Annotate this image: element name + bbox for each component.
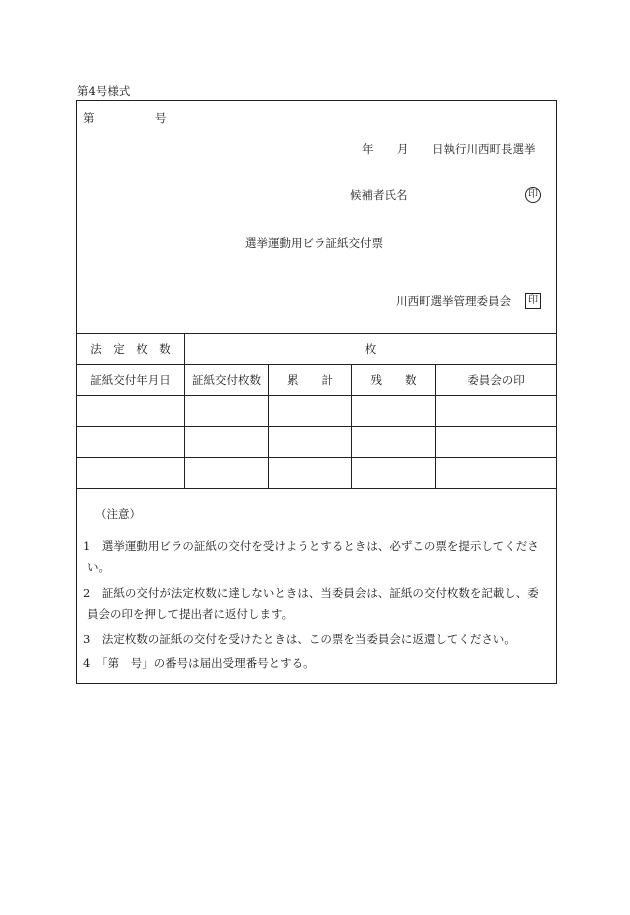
table-row: [77, 458, 556, 488]
number-suffix: 号: [155, 111, 167, 125]
column-header-cumulative: 累 計: [287, 373, 333, 387]
form-title: 選挙運動用ビラ証紙交付票: [245, 236, 383, 250]
seal-square-icon: 印: [525, 293, 541, 309]
date-year-label: 年: [362, 142, 374, 156]
candidate-name-label: 候補者氏名: [350, 188, 408, 202]
table-bottom-line: [76, 488, 557, 489]
column-header-committee-seal: 委員会の印: [467, 373, 525, 387]
number-prefix: 第: [83, 111, 95, 125]
note-1-cont: い。: [87, 560, 110, 574]
committee-name: 川西町選挙管理委員会: [396, 294, 511, 308]
seal-circle-icon: 印: [525, 187, 541, 203]
column-header-remaining: 残 数: [370, 373, 417, 387]
column-header-issue-date: 証紙交付年月日: [90, 373, 171, 387]
legal-count-unit: 枚: [364, 342, 377, 356]
table-row: [77, 396, 556, 426]
committee-seal: [525, 292, 541, 309]
note-2-cont: 員会の印を押して提出者に返付します。: [87, 607, 294, 621]
table-row: [77, 427, 556, 457]
candidate-seal: [525, 186, 541, 203]
election-label: 日執行川西町長選挙: [432, 142, 536, 156]
note-2: 2 証紙の交付が法定枚数に達しないときは、当委員会は、証紙の交付枚数を記載し、委: [83, 586, 539, 600]
note-4: 4 「第 号」の番号は届出受理番号とする。: [83, 656, 315, 670]
note-3: 3 法定枚数の証紙の交付を受けたときは、この票を当委員会に返還してください。: [83, 632, 516, 646]
date-month-label: 月: [397, 142, 409, 156]
form-number-label: 第4号様式: [77, 84, 131, 98]
notes-heading: （注意）: [95, 507, 141, 521]
legal-count-label: 法 定 枚 数: [90, 342, 171, 356]
note-1: 1 選挙運動用ビラの証紙の交付を受けようとするときは、必ずこの票を提示してくださ: [83, 539, 539, 553]
column-header-issue-count: 証紙交付枚数: [192, 373, 261, 387]
